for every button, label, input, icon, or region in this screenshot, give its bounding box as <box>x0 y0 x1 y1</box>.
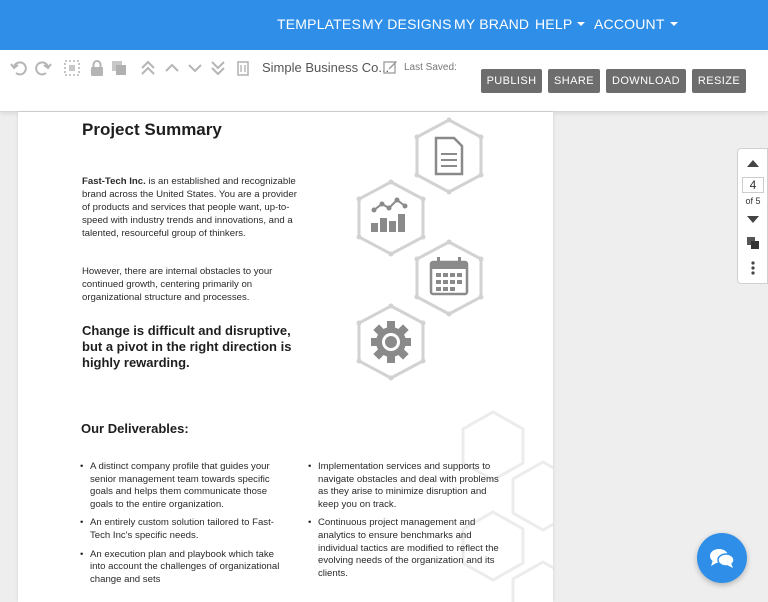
lock-icon[interactable] <box>88 59 106 77</box>
key-statement: Change is difficult and disruptive, but a pivot in the right direction is highly rewarding. <box>82 323 292 370</box>
document-page[interactable] <box>18 112 553 602</box>
page-count-label: of 5 <box>745 196 761 206</box>
editor-toolbar <box>0 50 768 112</box>
delete-icon[interactable] <box>234 59 252 77</box>
deliverables-list-right <box>308 461 508 586</box>
chevron-down-icon <box>670 22 678 26</box>
list-item: • An entirely custom solution tailored to Fast-Tech Inc's specific needs. <box>80 517 280 542</box>
top-nav <box>0 0 768 50</box>
download-button[interactable]: DOWNLOAD <box>606 69 686 93</box>
list-item: • Implementation services and supports to navigate obstacles and deal with problems as they arise to minimize disruption and keep you on track. <box>308 461 508 511</box>
gear-icon <box>352 302 430 382</box>
deliverables-list-left <box>80 461 280 592</box>
share-button[interactable]: SHARE <box>548 69 600 93</box>
previous-page-icon[interactable] <box>747 160 759 167</box>
nav-templates[interactable]: TEMPLATES <box>277 16 362 32</box>
deliverables-heading: Our Deliverables: <box>81 421 189 436</box>
move-down-icon[interactable] <box>186 59 204 77</box>
more-options-icon[interactable] <box>751 261 755 275</box>
obstacles-paragraph: However, there are internal obstacles to your continued growth, centering primarily on organizational structure and processes. <box>82 266 273 303</box>
page-navigator <box>737 148 768 284</box>
undo-icon[interactable] <box>10 59 28 77</box>
copy-page-icon[interactable] <box>747 237 759 249</box>
nav-my-designs[interactable]: MY DESIGNS <box>362 16 452 32</box>
send-to-back-icon[interactable] <box>209 59 227 77</box>
edit-title-icon[interactable] <box>383 59 398 74</box>
duplicate-icon[interactable] <box>110 59 128 77</box>
chat-bubble-icon <box>709 547 735 569</box>
document-title[interactable]: Simple Business Co... <box>262 60 390 75</box>
select-icon[interactable] <box>63 59 81 77</box>
nav-help[interactable] <box>535 16 585 32</box>
chat-button[interactable] <box>697 533 747 583</box>
current-page-input[interactable]: 4 <box>742 177 764 193</box>
intro-paragraph <box>82 175 302 240</box>
publish-button[interactable]: PUBLISH <box>481 69 542 93</box>
nav-my-brand[interactable]: MY BRAND <box>454 16 530 32</box>
company-name: Fast-Tech Inc. <box>82 176 146 187</box>
last-saved-label: Last Saved: <box>404 62 457 73</box>
chevron-down-icon <box>577 22 585 26</box>
nav-account[interactable] <box>594 16 678 32</box>
intro-text: is an established and recognizable brand across the United States. You are a provider of products and services that people want, up-to-speed with industry trends and innovations, and a talented, resourceful group of thinkers. <box>82 176 297 239</box>
nav-help-label: HELP <box>535 16 573 32</box>
resize-button[interactable]: RESIZE <box>692 69 746 93</box>
nav-account-label: ACCOUNT <box>594 16 665 32</box>
project-summary-heading: Project Summary <box>82 120 222 139</box>
list-item: • An execution plan and playbook which take into account the challenges of organizational change and sets <box>80 549 280 587</box>
move-up-icon[interactable] <box>163 59 181 77</box>
list-item: • A distinct company profile that guides your senior management team towards specific goals and helps them communicate those goals to the entire organization. <box>80 461 280 511</box>
bring-to-front-icon[interactable] <box>139 59 157 77</box>
next-page-icon[interactable] <box>747 216 759 223</box>
list-item: • Continuous project management and analytics to ensure benchmarks and individual tactics are modified to reflect the evolving needs of the organization and its clients. <box>308 517 508 580</box>
redo-icon[interactable] <box>34 59 52 77</box>
